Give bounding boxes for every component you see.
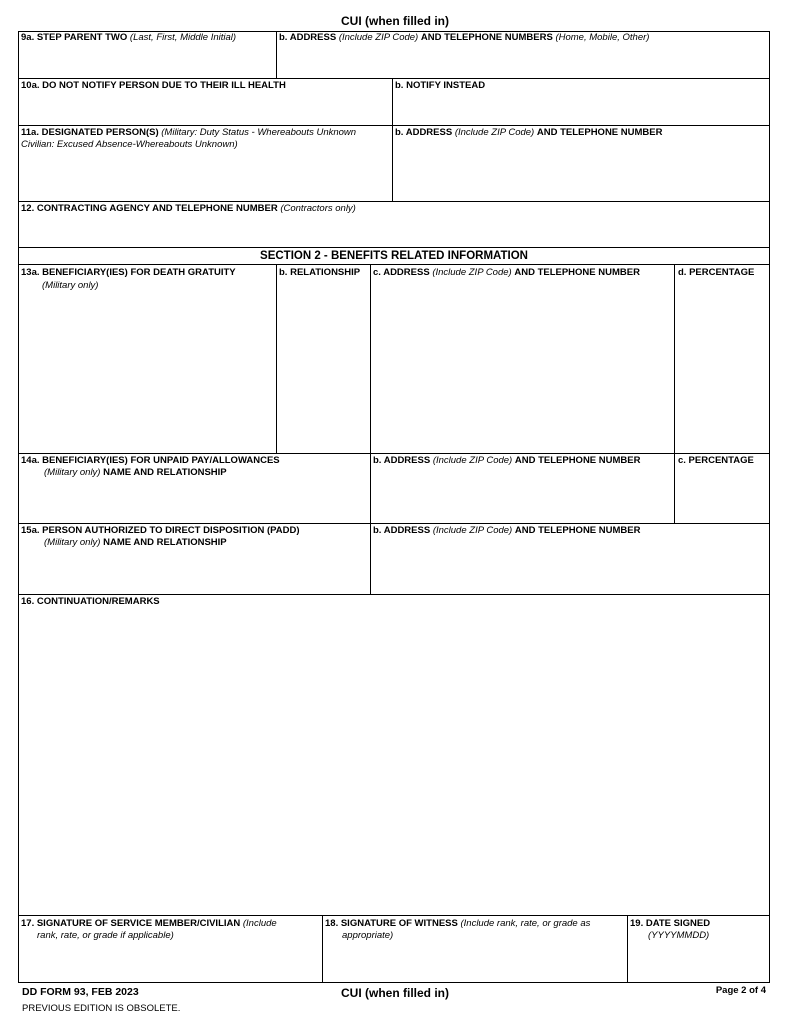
field-13a-hint: (Military only) bbox=[42, 280, 99, 291]
form-number: DD FORM 93, FEB 2023 bbox=[22, 986, 139, 998]
field-15b-hint: (Include ZIP Code) bbox=[432, 525, 513, 536]
field-12-hint: (Contractors only) bbox=[280, 203, 356, 214]
divider bbox=[18, 125, 770, 126]
field-10a-label: 10a. DO NOT NOTIFY PERSON DUE TO THEIR ILL HEALTH bbox=[21, 80, 286, 91]
field-11a-hint2: Civilian: Excused Absence-Whereabouts Unknown) bbox=[21, 139, 238, 150]
padd-address-input[interactable] bbox=[371, 539, 769, 593]
member-signature-field[interactable] bbox=[19, 944, 321, 982]
continuation-remarks-textarea[interactable] bbox=[19, 610, 769, 914]
field-14a-label: 14a. BENEFICIARY(IES) FOR UNPAID PAY/ALLOWANCES bbox=[21, 455, 280, 466]
field-17-title: 17. SIGNATURE OF SERVICE MEMBER/CIVILIAN bbox=[21, 918, 241, 929]
field-15a-sublabel bbox=[44, 537, 227, 549]
page-number: Page 2 of 4 bbox=[715, 985, 766, 996]
field-9b-title2: AND TELEPHONE NUMBERS bbox=[420, 32, 553, 43]
divider bbox=[18, 247, 770, 248]
field-17-hint2: rank, rate, or grade if applicable) bbox=[37, 930, 174, 941]
field-9a-hint: (Last, First, Middle Initial) bbox=[129, 32, 237, 43]
field-14b-label bbox=[373, 455, 640, 467]
field-14b-title: b. ADDRESS bbox=[373, 455, 431, 466]
divider bbox=[18, 453, 770, 454]
field-11a-title: 11a. DESIGNATED PERSON(S) bbox=[21, 127, 159, 138]
field-15a-title2: NAME AND RELATIONSHIP bbox=[103, 537, 227, 548]
field-14a-sublabel bbox=[44, 467, 227, 479]
divider bbox=[18, 594, 770, 595]
field-14b-title2: AND TELEPHONE NUMBER bbox=[514, 455, 641, 466]
cui-footer: CUI (when filled in) bbox=[341, 986, 449, 1000]
divider bbox=[18, 264, 770, 265]
field-9a-label bbox=[21, 32, 236, 44]
field-15b-title2: AND TELEPHONE NUMBER bbox=[514, 525, 641, 536]
field-15a-hint: (Military only) bbox=[44, 537, 101, 548]
unpaid-pay-address-input[interactable] bbox=[371, 469, 673, 522]
designated-person-address-input[interactable] bbox=[393, 141, 769, 200]
field-17-label bbox=[21, 918, 277, 930]
step-parent-two-address-input[interactable] bbox=[277, 46, 769, 77]
field-13d-label: d. PERCENTAGE bbox=[678, 267, 755, 278]
field-15b-label bbox=[373, 525, 640, 537]
field-18-label bbox=[325, 918, 590, 930]
padd-name-input[interactable] bbox=[19, 551, 369, 593]
field-14c-label: c. PERCENTAGE bbox=[678, 455, 754, 466]
notify-instead-input[interactable] bbox=[393, 94, 769, 124]
field-14a-hint: (Military only) bbox=[44, 467, 101, 478]
field-11b-title2: AND TELEPHONE NUMBER bbox=[536, 127, 663, 138]
field-9b-label bbox=[279, 32, 649, 44]
designated-person-input[interactable] bbox=[19, 153, 391, 200]
field-9b-title: b. ADDRESS bbox=[279, 32, 337, 43]
death-gratuity-percentage-input[interactable] bbox=[675, 281, 769, 452]
field-11a-label bbox=[21, 127, 356, 139]
contracting-agency-input[interactable] bbox=[19, 217, 769, 246]
unpaid-pay-percentage-input[interactable] bbox=[675, 469, 769, 522]
do-not-notify-input[interactable] bbox=[19, 94, 391, 124]
field-12-label bbox=[21, 203, 356, 215]
divider bbox=[18, 523, 770, 524]
death-gratuity-beneficiary-input[interactable] bbox=[19, 294, 275, 452]
field-18-hint: (Include rank, rate, or grade as bbox=[460, 918, 591, 929]
field-13c-hint: (Include ZIP Code) bbox=[432, 267, 512, 278]
divider bbox=[18, 201, 770, 202]
field-11b-label bbox=[395, 127, 662, 139]
field-16-label: 16. CONTINUATION/REMARKS bbox=[21, 596, 160, 607]
step-parent-two-input[interactable] bbox=[19, 46, 275, 77]
field-18-title: 18. SIGNATURE OF WITNESS bbox=[325, 918, 458, 929]
field-19-label: 19. DATE SIGNED bbox=[630, 918, 711, 929]
section-2-title: SECTION 2 - BENEFITS RELATED INFORMATION bbox=[260, 250, 528, 262]
field-17-hint: (Include bbox=[242, 918, 277, 929]
field-9b-hint: (Include ZIP Code) bbox=[338, 32, 419, 43]
field-13c-label bbox=[373, 267, 640, 279]
obsolete-notice: PREVIOUS EDITION IS OBSOLETE. bbox=[22, 1003, 181, 1014]
field-18-hint2: appropriate) bbox=[342, 930, 394, 941]
field-11b-hint: (Include ZIP Code) bbox=[454, 127, 535, 138]
cui-header: CUI (when filled in) bbox=[341, 14, 449, 28]
date-signed-input[interactable] bbox=[628, 944, 769, 982]
witness-signature-field[interactable] bbox=[323, 944, 626, 982]
unpaid-pay-beneficiary-input[interactable] bbox=[19, 481, 369, 522]
field-9a-title: 9a. STEP PARENT TWO bbox=[21, 32, 128, 43]
divider bbox=[18, 915, 770, 916]
field-13a-label: 13a. BENEFICIARY(IES) FOR DEATH GRATUITY bbox=[21, 267, 236, 278]
field-11a-hint: (Military: Duty Status - Whereabouts Unknown bbox=[161, 127, 357, 138]
field-11b-title: b. ADDRESS bbox=[395, 127, 453, 138]
field-13c-title2: AND TELEPHONE NUMBER bbox=[514, 267, 640, 278]
field-15a-label: 15a. PERSON AUTHORIZED TO DIRECT DISPOSITION (PADD) bbox=[21, 525, 300, 536]
field-9b-hint2: (Home, Mobile, Other) bbox=[555, 32, 650, 43]
field-15b-title: b. ADDRESS bbox=[373, 525, 431, 536]
death-gratuity-address-input[interactable] bbox=[371, 281, 673, 452]
field-13c-title: c. ADDRESS bbox=[373, 267, 430, 278]
field-19-hint: (YYYYMMDD) bbox=[648, 930, 710, 941]
field-10b-label: b. NOTIFY INSTEAD bbox=[395, 80, 486, 91]
field-14b-hint: (Include ZIP Code) bbox=[432, 455, 513, 466]
death-gratuity-relationship-input[interactable] bbox=[277, 281, 369, 452]
field-12-title: 12. CONTRACTING AGENCY AND TELEPHONE NUMBER bbox=[21, 203, 278, 214]
field-14a-title2: NAME AND RELATIONSHIP bbox=[103, 467, 227, 478]
divider bbox=[18, 78, 770, 79]
field-13b-label: b. RELATIONSHIP bbox=[279, 267, 361, 278]
